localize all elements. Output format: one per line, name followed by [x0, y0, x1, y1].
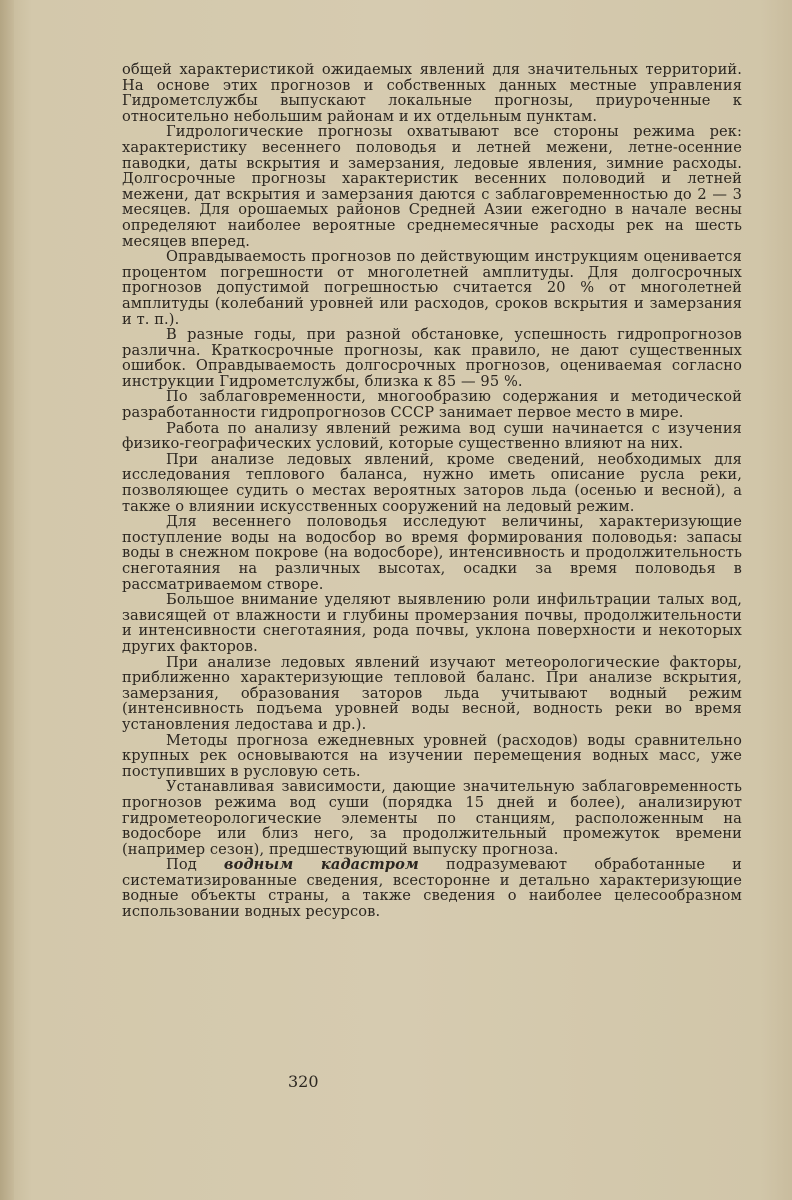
paragraph-7: При анализе ледовых явлений, кроме сведений, необходимых для исследования теплового баланса, нужно иметь описание русла реки, позволяющее судить о местах вероятных заторов льда (осенью и весной), а также о влиянии искусственных сооружений на ледовый режим.: [122, 450, 742, 515]
term-water-cadastre: водным кадастром: [223, 856, 419, 874]
paragraph-11: Методы прогноза ежедневных уровней (расходов) воды сравнительно крупных рек основываются на изучении перемещения водных масс, уже поступивших в русловую сеть.: [122, 731, 742, 780]
paragraph-8: Для весеннего половодья исследуют величины, характеризующие поступление воды на водосбор во время формирования половодья: запасы воды в снежном покрове (на водосборе), интенсивность и продолжительность снеготаяния на различных высотах, осадки за время половодья в рассматриваемом створе.: [122, 513, 742, 593]
paragraph-3: Оправдываемость прогнозов по действующим инструкциям оценивается процентом погрешности от многолетней амплитуды. Для долгосрочных прогнозов допустимой погрешностью считается 20 % от многолетней амплитуды (колебаний уровней или расходов, сроков вскрытия и замерзания и т. п.).: [122, 248, 742, 328]
paragraph-2: Гидрологические прогнозы охватывают все стороны режима рек: характеристику весеннего половодья и летней межени, летне-осенние паводки, даты вскрытия и замерзания, ледовые явления, зимние расходы. Долгосрочные прогнозы характеристик весенних половодий и летней межени, дат вскрытия и замерзания даются с заблаговременностью до 2 — 3 месяцев. Для орошаемых районов Средней Азии ежегодно в начале весны определяют наиболее вероятные среднемесячные расходы рек на шесть месяцев вперед.: [122, 123, 742, 250]
paragraph-9: Большое внимание уделяют выявлению роли инфильтрации талых вод, зависящей от влажности и глубины промерзания почвы, продолжительности и интенсивности снеготаяния, рода почвы, уклона поверхности и некоторых других факторов.: [122, 591, 742, 655]
paragraph-1: общей характеристикой ожидаемых явлений для значительных территорий. На основе этих прогнозов и собственных данных местные управления Гидрометслужбы выпускают локальные прогнозы, приуроченные к относительно небольшим районам и их отдельным пунктам.: [122, 61, 742, 125]
paragraph-4: В разные годы, при разной обстановке, успешность гидропрогнозов различна. Краткосрочные прогнозы, как правило, не дают существенных ошибок. Оправдываемость долгосрочных прогнозов, оцениваемая согласно инструкции Гидрометслужбы, близка к 85 — 95 %.: [122, 326, 742, 390]
paragraph-13: [122, 857, 742, 919]
paragraph-6: Работа по анализу явлений режима вод суши начинается с изучения физико-географических условий, которые существенно влияют на них.: [122, 419, 742, 453]
paragraph-5: По заблаговременности, многообразию содержания и методической разработанности гидропрогнозов СССР занимает первое место в мире.: [122, 388, 742, 422]
body-text: [122, 62, 742, 920]
paragraph-10: При анализе ледовых явлений изучают метеорологические факторы, приближенно характеризующие тепловой баланс. При анализе вскрытия, замерзания, образования заторов льда учитывают водный режим (интенсивность подъема уровней воды весной, водность реки во время установления ледостава и др.).: [122, 653, 742, 733]
paragraph-13-suffix: подразумевают обработанные и систематизированные сведения, всесторонне и детально характеризующие водные объекты страны, а также сведения о наиболее целесообразном использовании водных ресурсов.: [122, 856, 742, 921]
page-number: 320: [288, 1072, 319, 1091]
page-binding-edge: [0, 0, 14, 1200]
paragraph-13-prefix: Под: [166, 856, 224, 874]
paragraph-12: Устанавливая зависимости, дающие значительную заблаговременность прогнозов режима вод суши (порядка 15 дней и более), анализируют гидрометеорологические элементы по станциям, расположенным на водосборе или близ него, за продолжительный промежуток времени (например сезон), предшествующий выпуску прогноза.: [122, 778, 742, 858]
